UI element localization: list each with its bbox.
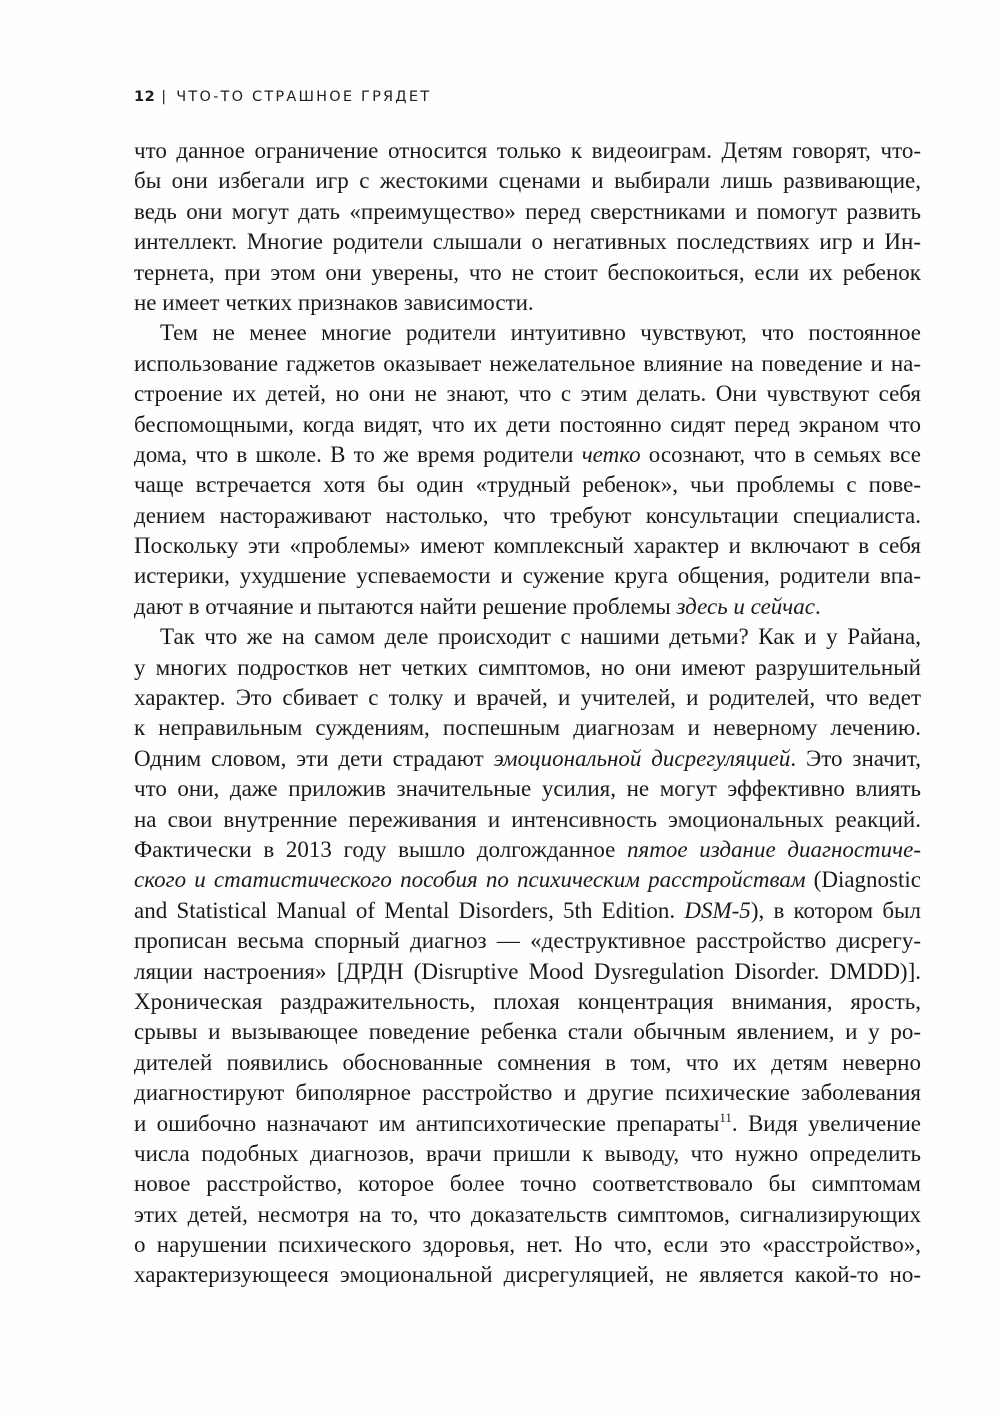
text-segment: Одним словом, эти дети страдают xyxy=(134,745,494,771)
text-line xyxy=(134,744,921,774)
text-line xyxy=(134,987,921,1017)
text-segment: осознают, что в семьях все xyxy=(640,441,921,467)
text-line xyxy=(134,926,921,956)
text-line xyxy=(134,774,921,804)
text-segment: ляции настроения» [ДРДН (Disruptive Mood Dysregulation Disorder. DMDD)]. xyxy=(134,958,921,984)
text-segment: ), в котором был xyxy=(750,897,921,923)
text-segment: прописан весьма спорный диагноз — «деструктивное расстройство дисрегу- xyxy=(134,928,921,954)
text-line xyxy=(134,166,921,196)
text-segment: бы они избегали игр с жестокими сценами и выбирали лишь развивающие, xyxy=(134,168,921,194)
text-segment: у многих подростков нет четких симптомов, но они имеют разрушительный xyxy=(134,654,921,680)
text-line xyxy=(134,258,921,288)
text-line xyxy=(134,865,921,895)
text-segment: числа подобных диагнозов, врачи пришли к выводу, что нужно определить xyxy=(134,1140,921,1166)
italic-text: четко xyxy=(581,441,641,467)
text-line xyxy=(134,835,921,865)
text-line xyxy=(134,957,921,987)
text-line xyxy=(134,379,921,409)
text-segment: не имеет четких признаков зависимости. xyxy=(134,289,534,315)
text-line xyxy=(134,1169,921,1199)
text-segment: этих детей, несмотря на то, что доказательств симптомов, сигнализирующих xyxy=(134,1201,921,1227)
text-segment: Хроническая раздражительность, плохая концентрация внимания, ярость, xyxy=(134,988,921,1014)
text-line xyxy=(134,561,921,591)
text-line xyxy=(134,410,921,440)
text-line xyxy=(134,136,921,166)
text-segment: диагностируют биполярное расстройство и другие психические заболевания xyxy=(134,1080,921,1106)
text-segment: беспомощными, когда видят, что их дети постоянно сидят перед экраном что xyxy=(134,411,921,437)
text-segment: о нарушении психического здоровья, нет. Но что, если это «расстройство», xyxy=(134,1232,921,1258)
text-line xyxy=(134,683,921,713)
italic-text: DSM-5 xyxy=(684,897,751,923)
text-segment: использование гаджетов оказывает нежелательное влияние на поведение и на- xyxy=(134,350,921,376)
page-number: 12 xyxy=(134,89,156,105)
text-segment: . Это значит, xyxy=(790,745,922,771)
text-line xyxy=(134,318,921,348)
text-line xyxy=(134,1230,921,1260)
text-line xyxy=(134,197,921,227)
text-line xyxy=(134,896,921,926)
text-segment: дают в отчаяние и пытаются найти решение проблемы xyxy=(134,593,677,619)
text-line xyxy=(134,713,921,743)
running-header xyxy=(134,89,431,105)
text-segment: (Diagnostic xyxy=(805,867,921,893)
text-segment: . Видя увеличение xyxy=(731,1110,921,1136)
body-text xyxy=(134,136,921,1291)
footnote-ref: 11 xyxy=(719,1109,732,1125)
text-line xyxy=(134,531,921,561)
text-line xyxy=(134,622,921,652)
chapter-title: ЧТО-ТО СТРАШНОЕ ГРЯДЕТ xyxy=(176,89,432,105)
text-line xyxy=(134,1109,921,1139)
text-line xyxy=(134,653,921,683)
text-segment: чаще встречается хотя бы один «трудный ребенок», чьи проблемы с пове- xyxy=(134,472,921,498)
text-segment: . xyxy=(814,593,821,619)
text-segment: что данное ограничение относится только к видеоиграм. Детям говорят, что- xyxy=(134,138,921,163)
text-line xyxy=(134,1200,921,1230)
text-segment: интеллект. Многие родители слышали о негативных последствиях игр и Ин- xyxy=(134,229,921,255)
text-line xyxy=(134,227,921,257)
text-segment: строение их детей, но они не знают, что с этим делать. Они чувствуют себя xyxy=(134,381,921,407)
text-segment: срывы и вызывающее поведение ребенка стали обычным явлением, и у ро- xyxy=(134,1019,921,1045)
text-line xyxy=(134,1139,921,1169)
text-line xyxy=(134,288,921,318)
text-segment: Так что же на самом деле происходит с нашими детьми? Как и у Райана, xyxy=(160,624,921,650)
text-segment: к неправильным суждениям, поспешным диагнозам и неверному лечению. xyxy=(134,715,921,741)
italic-text: ского и статистического пособия по психическим расстройствам xyxy=(134,867,806,893)
header-separator: | xyxy=(161,89,169,105)
text-line xyxy=(134,805,921,835)
text-segment: характеризующееся эмоциональной дисрегуляцией, не является какой-то но- xyxy=(134,1262,921,1288)
text-line xyxy=(134,501,921,531)
text-line xyxy=(134,349,921,379)
text-segment: истерики, ухудшение успеваемости и сужение круга общения, родители впа- xyxy=(134,563,921,589)
text-segment: Фактически в 2013 году вышло долгожданное xyxy=(134,836,628,862)
text-segment: ведь они могут дать «преимущество» перед сверстниками и помогут развить xyxy=(134,198,921,224)
text-line xyxy=(134,1048,921,1078)
italic-text: здесь и сейчас xyxy=(676,593,815,619)
text-segment: and Statistical Manual of Mental Disorders, 5th Edition. xyxy=(134,897,685,923)
text-segment: характер. Это сбивает с толку и врачей, и учителей, и родителей, что ведет xyxy=(134,685,921,711)
text-segment: Тем не менее многие родители интуитивно чувствуют, что постоянное xyxy=(160,320,921,346)
text-line xyxy=(134,1260,921,1290)
text-line xyxy=(134,1078,921,1108)
text-segment: что они, даже приложив значительные усилия, не могут эффективно влиять xyxy=(134,776,921,802)
text-segment: Поскольку эти «проблемы» имеют комплексный характер и включают в себя xyxy=(134,533,921,559)
text-segment: новое расстройство, которое более точно соответствовало бы симптомам xyxy=(134,1171,921,1197)
text-line xyxy=(134,592,921,622)
text-line xyxy=(134,1017,921,1047)
text-segment: дением настораживают настолько, что требуют консультации специалиста. xyxy=(134,502,921,528)
text-segment: дома, что в школе. В то же время родители xyxy=(134,441,582,467)
text-segment: дителей появились обоснованные сомнения в том, что их детям неверно xyxy=(134,1049,921,1075)
text-line xyxy=(134,470,921,500)
text-segment: и ошибочно назначают им антипсихотические препараты xyxy=(134,1110,720,1136)
text-line xyxy=(134,440,921,470)
text-segment: на свои внутренние переживания и интенсивность эмоциональных реакций. xyxy=(134,806,921,832)
italic-text: эмоциональной дисрегуляцией xyxy=(493,745,791,771)
italic-text: пятое издание диагностиче- xyxy=(627,836,922,862)
text-segment: тернета, при этом они уверены, что не стоит беспокоиться, если их ребенок xyxy=(134,259,921,285)
